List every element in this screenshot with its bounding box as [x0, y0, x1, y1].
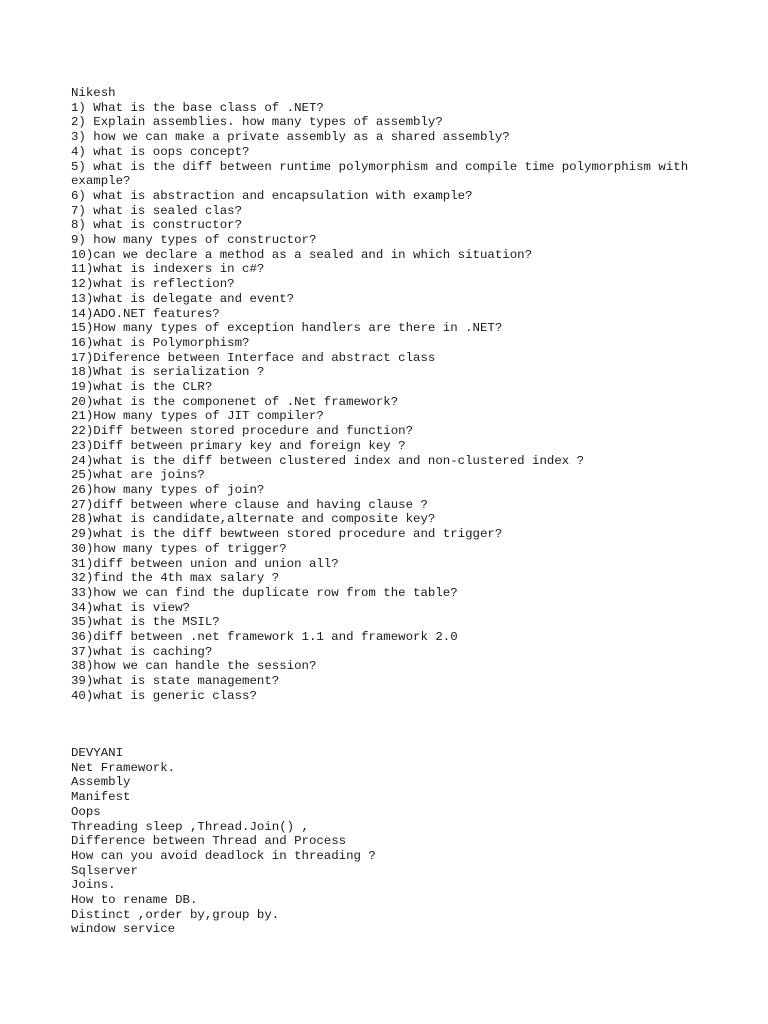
list-line: 32)find the 4th max salary ? [71, 571, 280, 586]
list-line: 7) what is sealed clas? [71, 203, 243, 218]
list-line: 1) What is the base class of .NET? [71, 100, 324, 115]
list-line: 37)what is caching? [71, 644, 213, 659]
list-line: 26)how many types of join? [71, 482, 265, 497]
list-line: 16)what is Polymorphism? [71, 335, 250, 350]
list-line: Difference between Thread and Process [71, 834, 347, 849]
list-line: 31)diff between union and union all? [71, 556, 339, 571]
list-line: 30)how many types of trigger? [71, 541, 287, 556]
list-line: 14)ADO.NET features? [71, 306, 220, 321]
list-line: 40)what is generic class? [71, 688, 257, 703]
list-line: 38)how we can handle the session? [71, 659, 317, 674]
list-line: 18)What is serialization ? [71, 365, 265, 380]
list-line: 33)how we can find the duplicate row from the table? [71, 585, 458, 600]
list-line: 24)what is the diff between clustered index and non-clustered index ? [71, 453, 585, 468]
list-line: 8) what is constructor? [71, 218, 243, 233]
devyani-topic-list [71, 746, 731, 937]
list-line: 12)what is reflection? [71, 277, 235, 292]
list-line: How to rename DB. [71, 893, 198, 908]
list-line: Threading sleep ,Thread.Join() , [71, 819, 309, 834]
list-line: Distinct ,order by,group by. [71, 907, 280, 922]
section-heading: DEVYANI [71, 746, 124, 760]
list-line: Sqlserver [71, 863, 138, 878]
list-line: 39)what is state management? [71, 674, 280, 689]
list-line: How can you avoid deadlock in threading ? [71, 848, 376, 863]
list-line: window service [71, 922, 176, 937]
list-line: 11)what is indexers in c#? [71, 262, 265, 277]
list-line: 17)Diference between Interface and abstract class [71, 350, 436, 365]
list-line: 34)what is view? [71, 600, 190, 615]
list-line: Oops [71, 804, 101, 819]
list-line: 28)what is candidate,alternate and composite key? [71, 512, 436, 527]
list-line: 36)diff between .net framework 1.1 and framework 2.0 [71, 630, 458, 645]
list-line: 5) what is the diff between runtime polymorphism and compile time polymorphism with example? [71, 159, 696, 189]
list-line: 29)what is the diff bewtween stored procedure and trigger? [71, 527, 503, 542]
list-line: Assembly [71, 775, 131, 790]
list-line: 15)How many types of exception handlers are there in .NET? [71, 321, 503, 336]
list-line: 22)Diff between stored procedure and function? [71, 424, 414, 439]
section-heading: Nikesh [71, 86, 116, 100]
nikesh-question-list [71, 86, 731, 704]
list-line: 9) how many types of constructor? [71, 233, 317, 248]
list-line: 23)Diff between primary key and foreign key ? [71, 438, 406, 453]
list-line: Manifest [71, 790, 131, 805]
list-line: 4) what is oops concept? [71, 144, 250, 159]
list-line: 35)what is the MSIL? [71, 615, 220, 630]
list-line: 21)How many types of JIT compiler? [71, 409, 324, 424]
list-line: 3) how we can make a private assembly as a shared assembly? [71, 130, 510, 145]
list-line: 20)what is the componenet of .Net framework? [71, 394, 399, 409]
list-line: 13)what is delegate and event? [71, 291, 295, 306]
list-line: 10)can we declare a method as a sealed and in which situation? [71, 247, 533, 262]
list-line: 25)what are joins? [71, 468, 205, 483]
list-line: Net Framework. [71, 760, 176, 775]
list-line: 19)what is the CLR? [71, 380, 213, 395]
list-line: 27)diff between where clause and having clause ? [71, 497, 428, 512]
list-line: 2) Explain assemblies. how many types of assembly? [71, 115, 443, 130]
list-line: Joins. [71, 878, 116, 893]
list-line: 6) what is abstraction and encapsulation with example? [71, 188, 473, 203]
